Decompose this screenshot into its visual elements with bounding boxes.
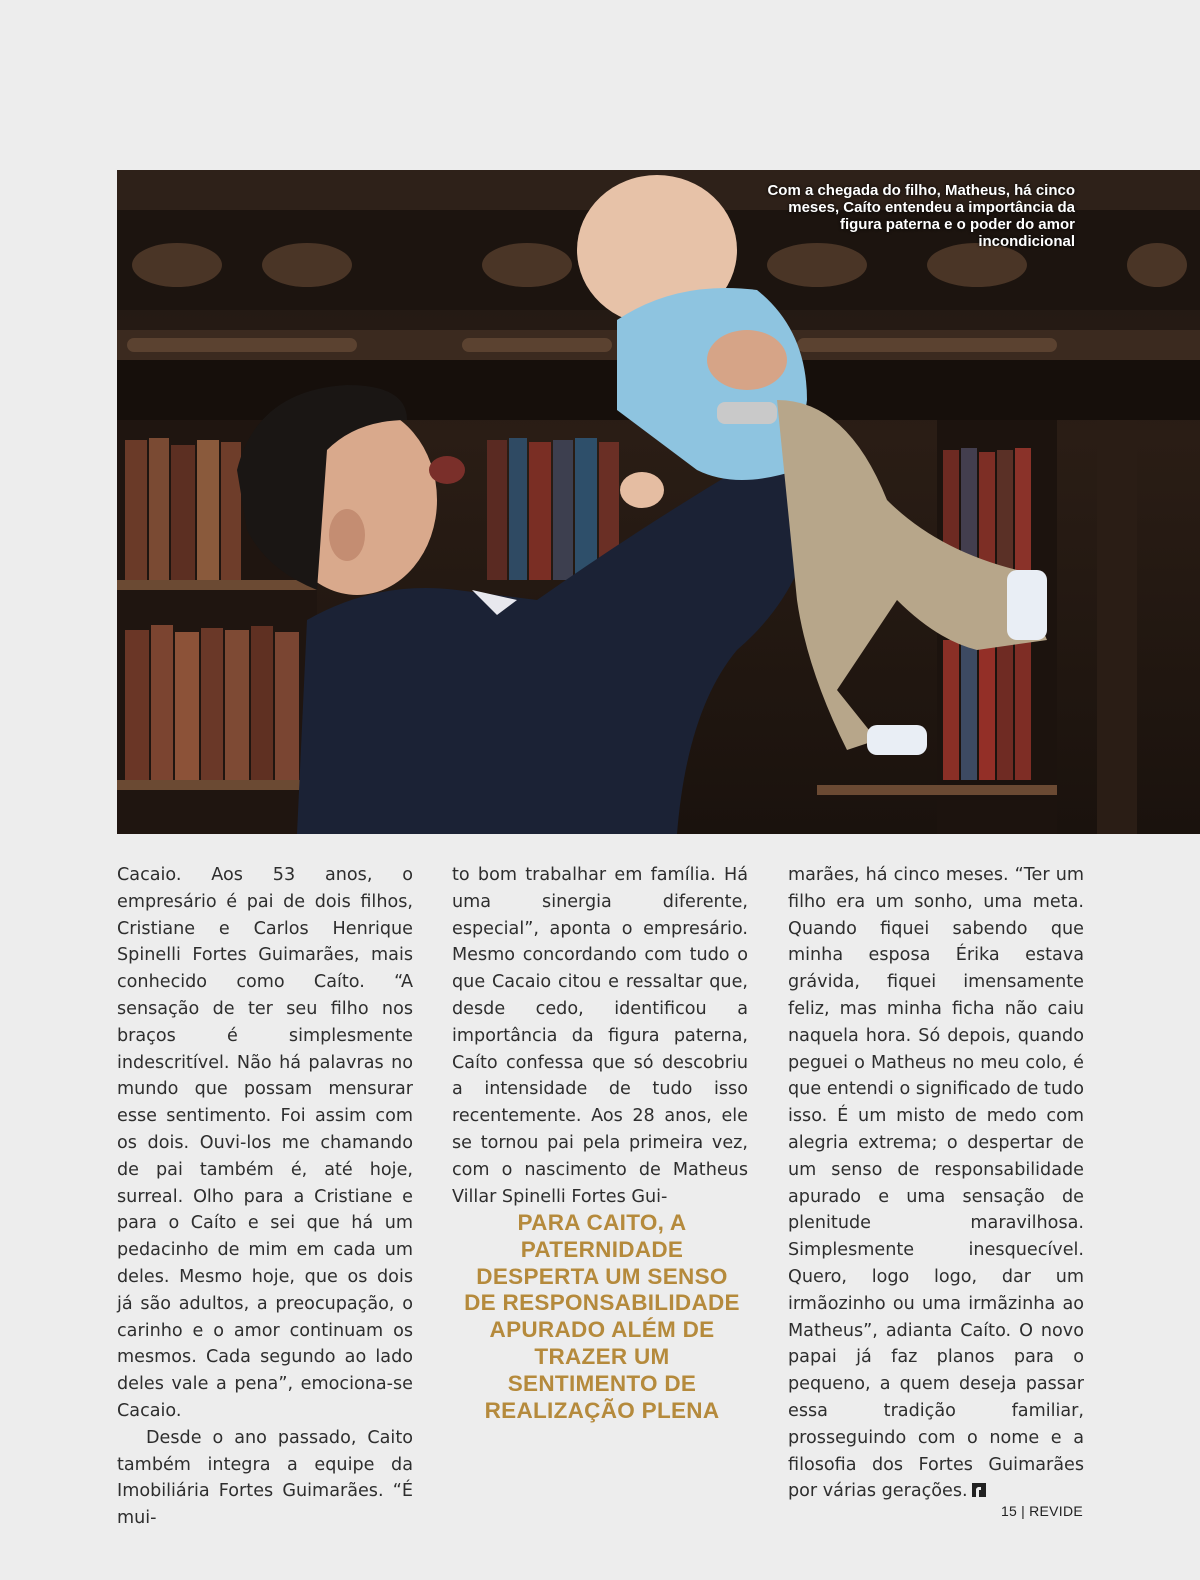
photo-caption: Com a chegada do filho, Matheus, há cinco meses, Caíto entendeu a importância da figura paterna e o poder do amor incondicional [767,182,1075,250]
end-of-article-icon [972,1483,986,1497]
article-paragraph: marães, há cinco meses. “Ter um filho era um sonho, uma meta. Quando fiquei sabendo que minha esposa Érika estava grávida, fiquei imensamente feliz, mas minha ficha não caiu naquela hora. Só depois, quando peguei o Matheus no meu colo, é que entendi o significado de tudo isso. É um misto de medo com alegria extrema; o despertar de um senso de responsabilidade apurado e uma sensação de plenitude maravilhosa. Simplesmente inesquecível. Quero, logo logo, dar um irmãozinho ou uma irmãzinha ao Matheus”, adianta Caíto. O novo papai já faz planos para o pequeno, a quem deseja passar essa tradição familiar, prosseguindo com o nome e a filosofia dos Fortes Guimarães por várias gerações. [788,865,1084,1502]
article-photo [117,170,1200,834]
page-number: 15 [1000,1503,1018,1519]
article-column-3 [788,862,1084,1505]
article-paragraph: Cacaio. Aos 53 anos, o empresário é pai de dois filhos, Cristiane e Carlos Henrique Spinelli Fortes Guimarães, mais conhecido como Caíto. “A sensação de ter seu filho nos braços é simplesmente indescritível. Não há palavras no mundo que possam mensurar esse sentimento. Foi assim com os dois. Ouvi-los me chamando de pai também é, até hoje, surreal. Olho para a Cristiane e para o Caíto e sei que há um pedacinho de mim em cada um deles. Mesmo hoje, que os dois já são adultos, a preocupação, o carinho e o amor continuam os mesmos. Cada segundo ao lado deles vale a pena”, emociona-se Cacaio. [117,865,413,1421]
article-column-1 [117,862,413,1532]
magazine-name: REVIDE [1029,1503,1083,1519]
article-paragraph: Desde o ano passado, Caito também integra a equipe da Imobiliária Fortes Guimarães. “É mui- [117,1427,413,1529]
article-paragraph: to bom trabalhar em família. Há uma sinergia diferente, especial”, aponta o empresário. Mesmo concordando com tudo o que Cacaio citou e ressaltar que, desde cedo, identificou a importância da figura paterna, Caíto confessa que só descobriu a intensidade de tudo isso recentemente. Aos 28 anos, ele se tornou pai pela primeira vez, com o nascimento de Matheus Villar Spinelli Fortes Gui- [452,865,748,1207]
page-folio [1001,1503,1083,1519]
photo-illustration [117,170,1200,834]
article-column-2 [452,862,748,1210]
folio-separator: | [1021,1503,1026,1519]
pull-quote: PARA CAITO, A PATERNIDADE DESPERTA UM SENSO DE RESPONSABILIDADE APURADO ALÉM DE TRAZER UM SENTIMENTO DE REALIZAÇÃO PLENA [464,1210,740,1423]
